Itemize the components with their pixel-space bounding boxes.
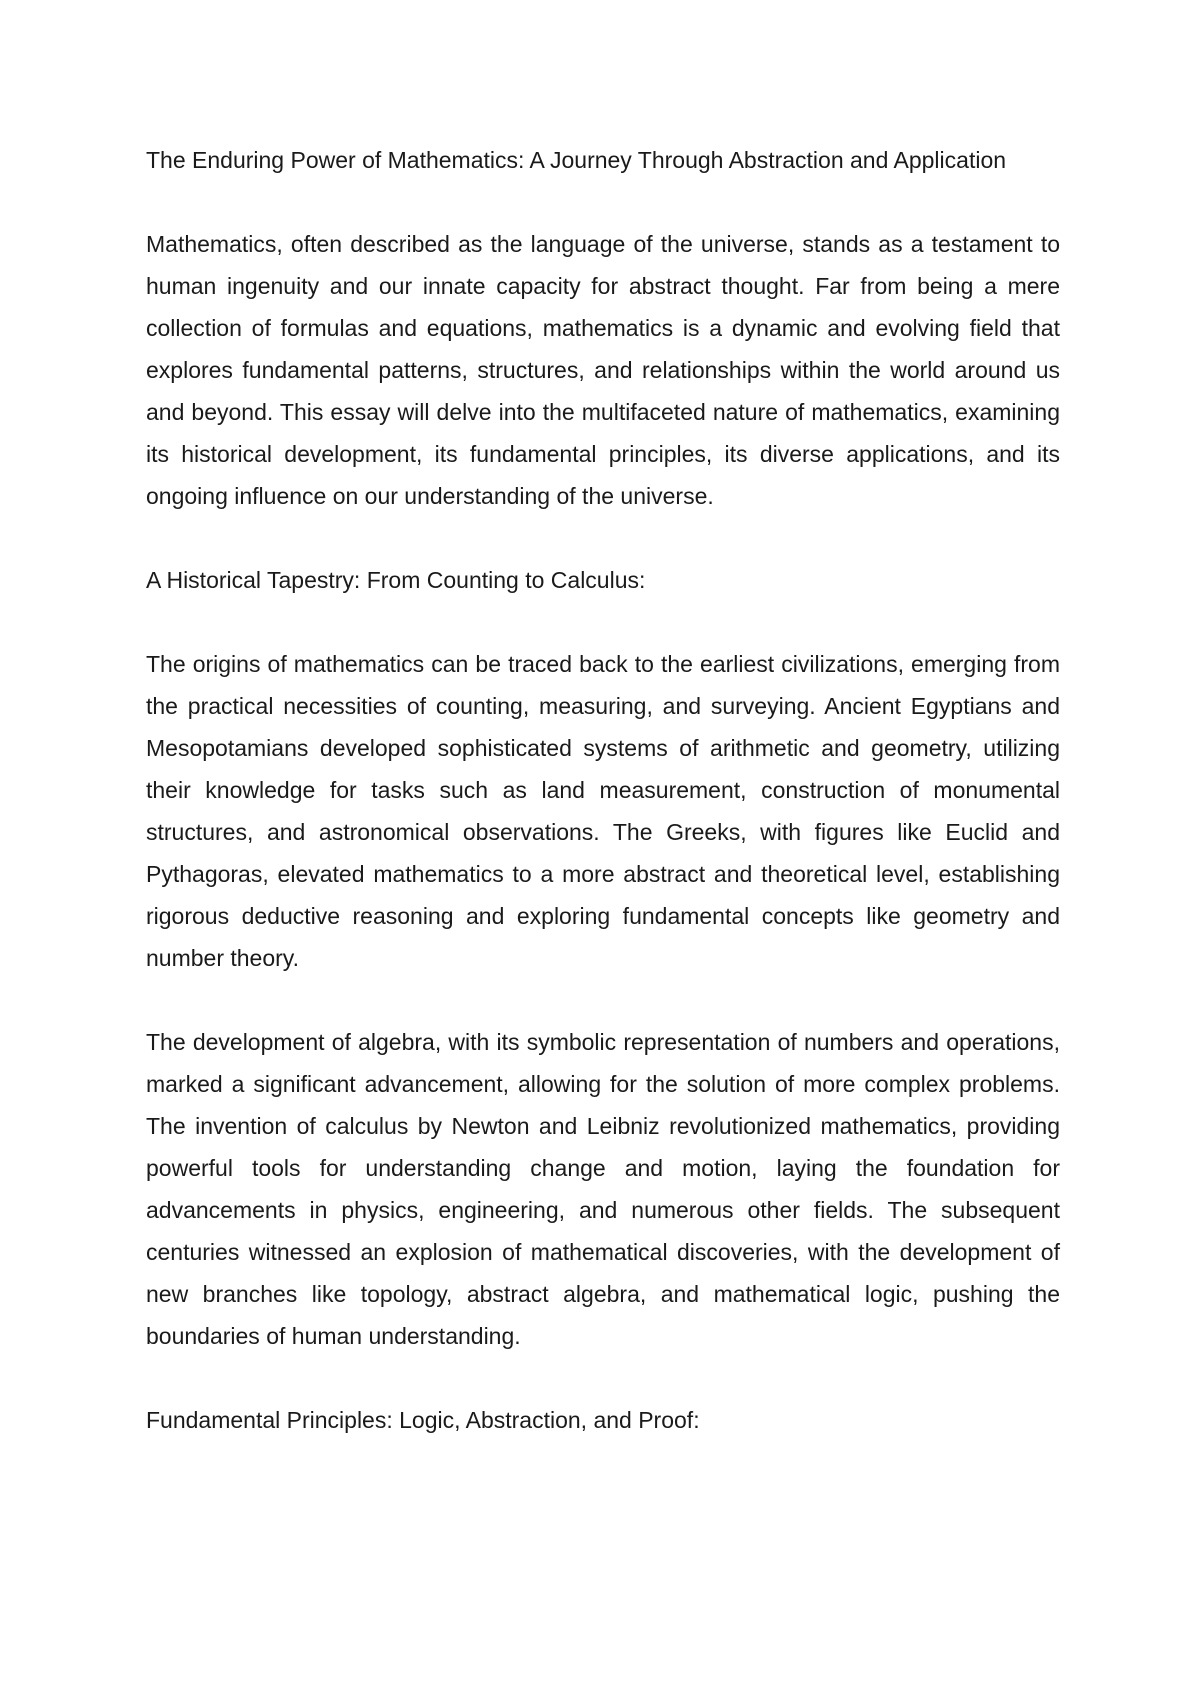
intro-paragraph: Mathematics, often described as the language of the universe, stands as a testament to human ingenuity and our innate capacity for abstract thought. Far from being a mere collection of formulas and equations, mathematics is a dynamic and evolving field that explores fundamental patterns, structures, and relationships within the world around us and beyond. This essay will delve into the multifaceted nature of mathematics, examining its historical development, its fundamental principles, its diverse applications, and its ongoing influence on our understanding of the universe. bbox=[146, 231, 1060, 509]
document-body bbox=[146, 139, 1060, 1441]
section-heading-history: A Historical Tapestry: From Counting to Calculus: bbox=[146, 567, 646, 593]
section-heading-principles: Fundamental Principles: Logic, Abstraction, and Proof: bbox=[146, 1407, 700, 1433]
document-title: The Enduring Power of Mathematics: A Journey Through Abstraction and Application bbox=[146, 147, 1007, 173]
history-paragraph-algebra-calculus: The development of algebra, with its symbolic representation of numbers and operations, marked a significant advancement, allowing for the solution of more complex problems. The invention of calculus by Newton and Leibniz revolutionized mathematics, providing powerful tools for understanding change and motion, laying the foundation for advancements in physics, engineering, and numerous other fields. The subsequent centuries witnessed an explosion of mathematical discoveries, with the development of new branches like topology, abstract algebra, and mathematical logic, pushing the boundaries of human understanding. bbox=[146, 1029, 1060, 1349]
history-paragraph-origins: The origins of mathematics can be traced back to the earliest civilizations, emerging from the practical necessities of counting, measuring, and surveying. Ancient Egyptians and Mesopotamians developed sophisticated systems of arithmetic and geometry, utilizing their knowledge for tasks such as land measurement, construction of monumental structures, and astronomical observations. The Greeks, with figures like Euclid and Pythagoras, elevated mathematics to a more abstract and theoretical level, establishing rigorous deductive reasoning and exploring fundamental concepts like geometry and number theory. bbox=[146, 651, 1060, 971]
